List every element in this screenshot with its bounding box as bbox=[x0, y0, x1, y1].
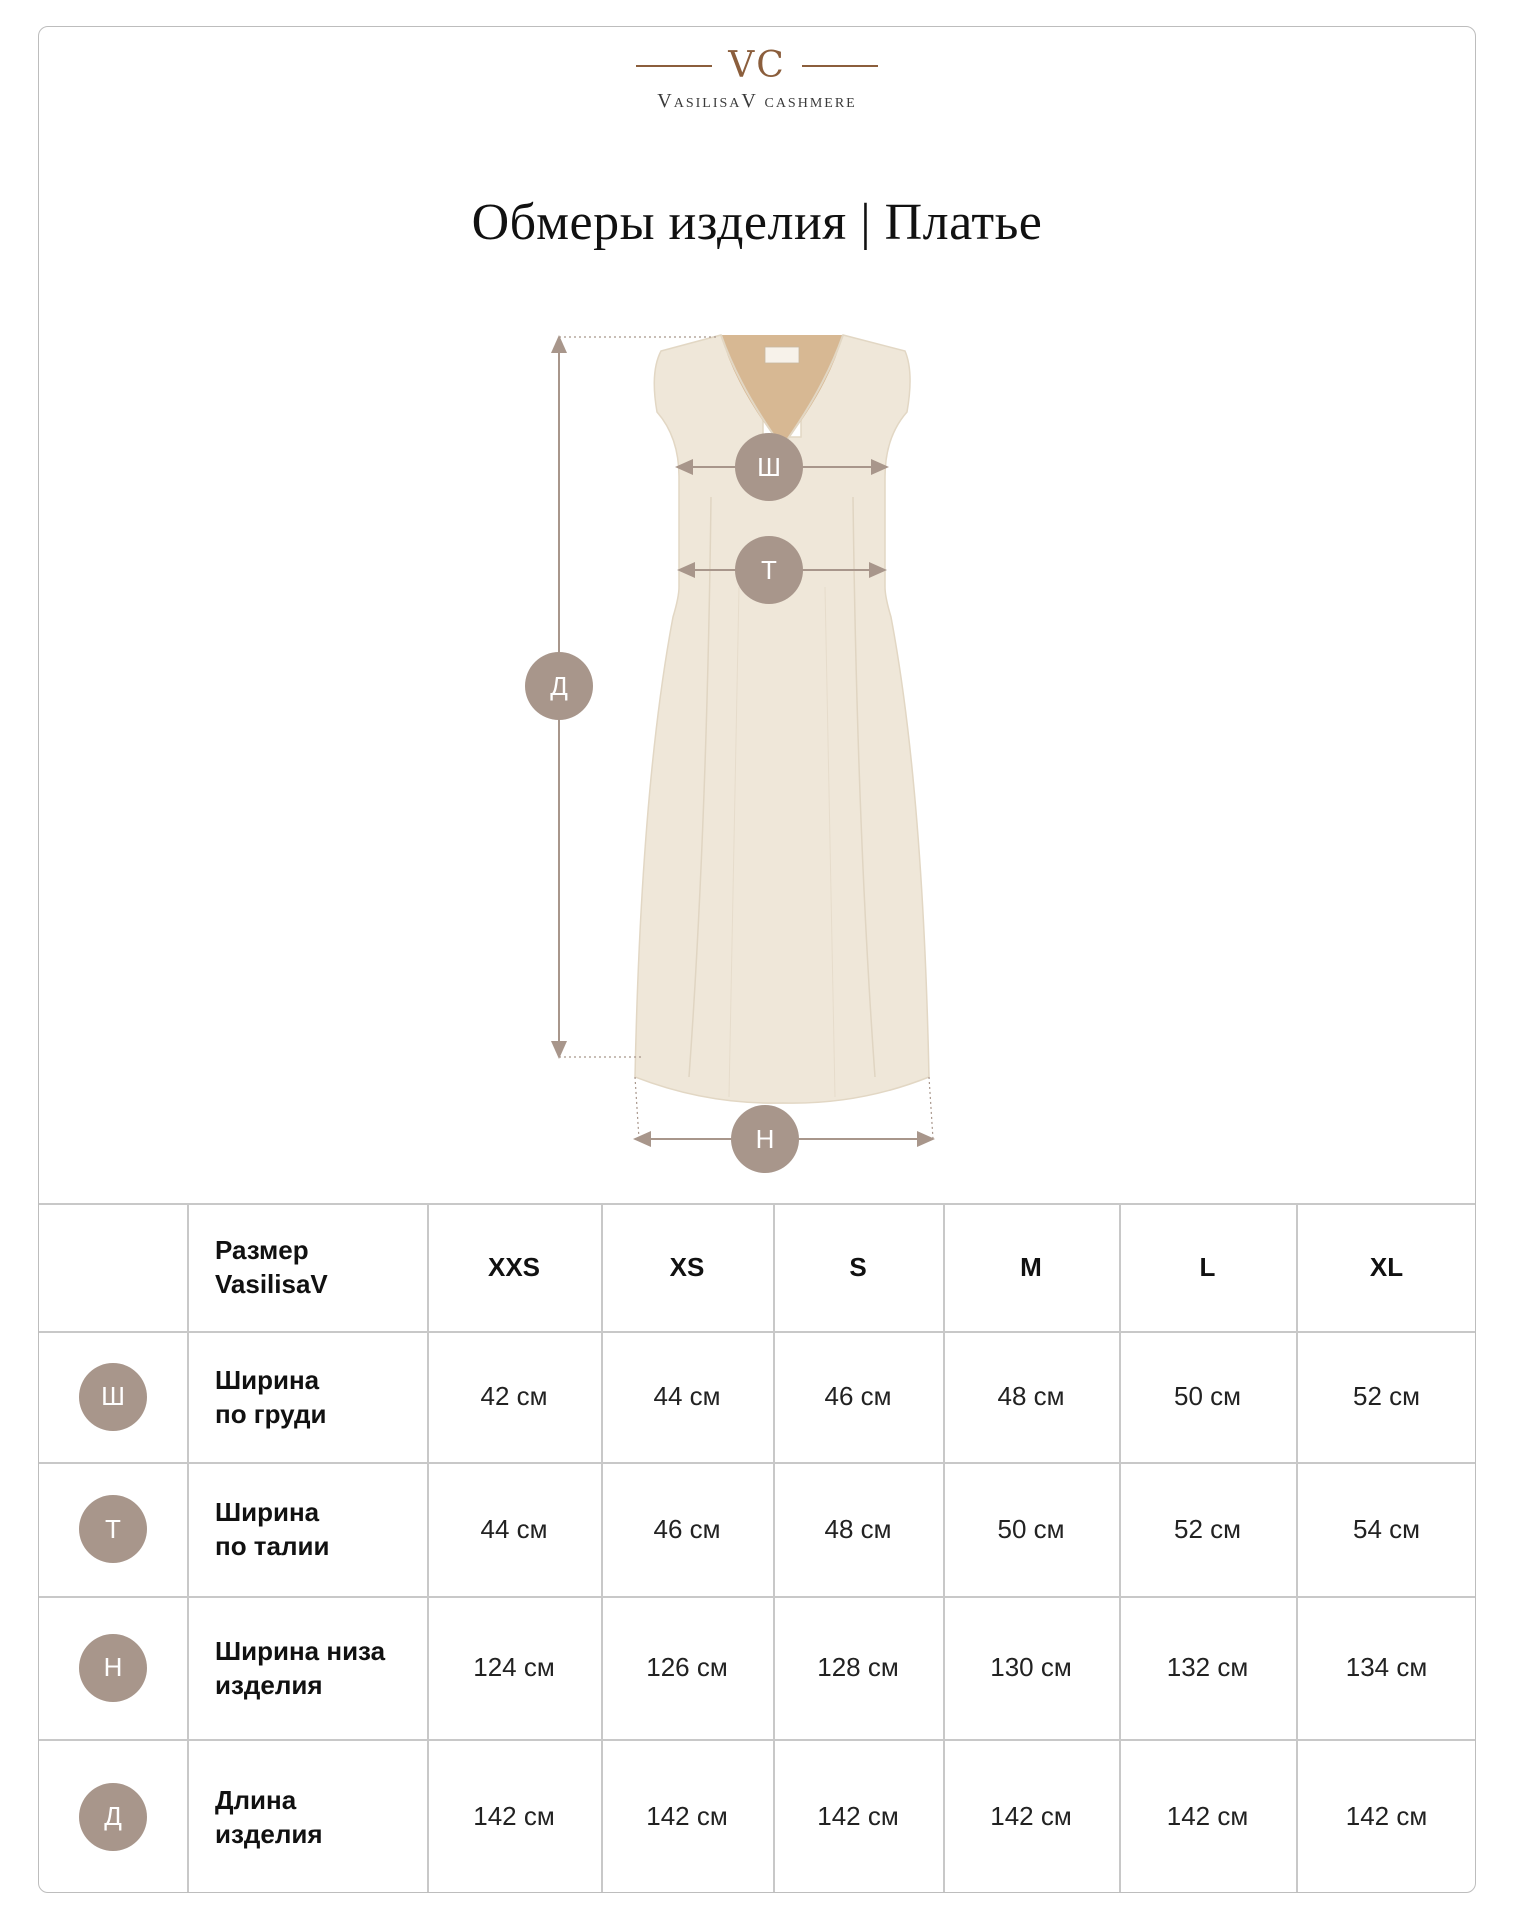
size-header-l: L bbox=[1199, 1251, 1216, 1282]
table-row-label: Ширина по талии bbox=[215, 1497, 330, 1561]
table-cell: 46 см bbox=[824, 1381, 892, 1411]
table-cell: 134 см bbox=[1345, 1652, 1428, 1682]
dress-diagram bbox=[39, 27, 1476, 1203]
waist-badge: Т bbox=[735, 536, 803, 604]
size-chart-card bbox=[38, 26, 1476, 1893]
hem-row-badge: Н bbox=[79, 1634, 147, 1702]
table-row-label: Ширина по груди bbox=[215, 1364, 327, 1429]
table-row-label: Ширина низа изделия bbox=[215, 1635, 386, 1700]
size-header-m: M bbox=[1020, 1251, 1042, 1282]
hem-badge: Н bbox=[731, 1105, 799, 1173]
table-row-badge bbox=[39, 1331, 187, 1462]
table-cell: 142 см bbox=[473, 1801, 555, 1831]
header-size-label: Размер VasilisaV bbox=[215, 1235, 328, 1299]
table-cell: 48 см bbox=[997, 1381, 1065, 1411]
table-cell: 142 см bbox=[1345, 1801, 1428, 1831]
logo-wordmark: VasilisaV cashmere bbox=[657, 90, 857, 112]
size-header-xs: XS bbox=[669, 1251, 705, 1282]
table-cell: 48 см bbox=[824, 1513, 892, 1544]
size-table bbox=[39, 1203, 1476, 1893]
table-row-badge bbox=[39, 1462, 187, 1596]
table-row-badge bbox=[39, 1739, 187, 1893]
table-cell: 142 см bbox=[990, 1801, 1072, 1831]
length-row-badge: Д bbox=[79, 1783, 147, 1851]
chest-badge: Ш bbox=[735, 433, 803, 501]
table-row-label: Длина изделия bbox=[215, 1784, 323, 1849]
table-cell: 142 см bbox=[1166, 1801, 1249, 1831]
page-title: Обмеры изделия | Платье bbox=[471, 194, 1043, 251]
chest-row-badge: Ш bbox=[79, 1363, 147, 1431]
size-header-s: S bbox=[849, 1251, 867, 1282]
waist-row-badge: Т bbox=[79, 1495, 147, 1563]
size-header-xl: XL bbox=[1369, 1251, 1404, 1282]
table-row-badge bbox=[39, 1596, 187, 1739]
table-cell: 50 см bbox=[997, 1513, 1065, 1544]
table-cell: 46 см bbox=[653, 1513, 721, 1544]
table-cell: 44 см bbox=[653, 1381, 721, 1411]
table-cell: 50 см bbox=[1173, 1381, 1242, 1411]
table-cell: 44 см bbox=[480, 1513, 548, 1544]
table-cell: 54 см bbox=[1352, 1513, 1421, 1544]
table-cell: 142 см bbox=[646, 1801, 728, 1831]
logo-monogram: VC bbox=[728, 45, 786, 86]
table-cell: 128 см bbox=[817, 1652, 899, 1682]
table-cell: 52 см bbox=[1173, 1513, 1242, 1544]
table-cell: 124 см bbox=[473, 1652, 555, 1682]
table-cell: 126 см bbox=[646, 1652, 728, 1682]
table-cell: 52 см bbox=[1352, 1381, 1421, 1411]
table-cell: 130 см bbox=[990, 1652, 1072, 1682]
table-cell: 132 см bbox=[1166, 1652, 1249, 1682]
table-cell: 42 см bbox=[480, 1381, 548, 1411]
length-badge: Д bbox=[525, 652, 593, 720]
size-header-xxs: XXS bbox=[487, 1251, 541, 1282]
table-cell: 142 см bbox=[817, 1801, 899, 1831]
